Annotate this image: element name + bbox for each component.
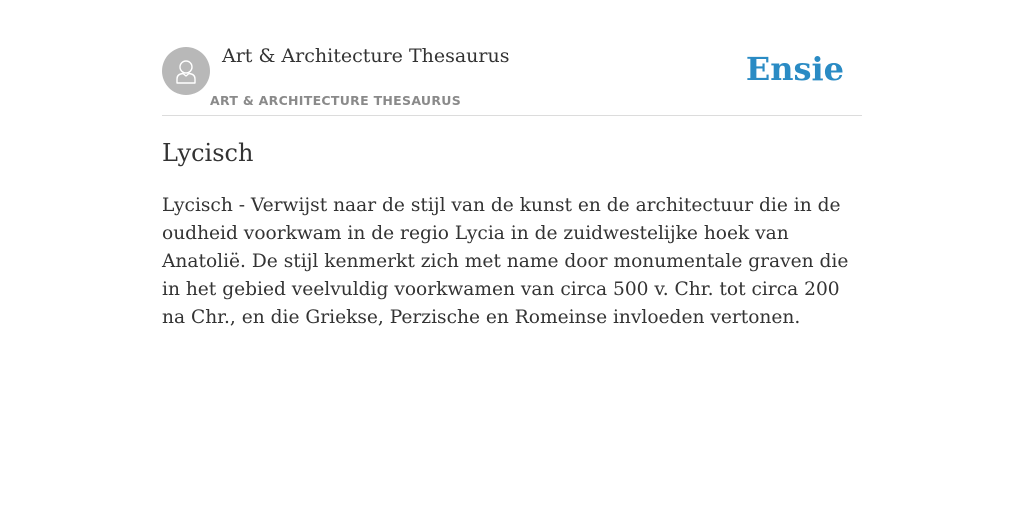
page-container	[162, 0, 862, 328]
author-name-link[interactable]: Art & Architecture Thesaurus	[222, 45, 510, 67]
user-icon	[171, 56, 201, 86]
page-header	[162, 0, 862, 116]
ensie-logo[interactable]: Ensie	[745, 50, 844, 88]
author-avatar[interactable]	[162, 47, 210, 95]
article-title: Lycisch	[162, 139, 254, 167]
source-tag[interactable]: ART & ARCHITECTURE THESAURUS	[210, 93, 462, 108]
article-body: Lycisch - Verwijst naar de stijl van de kunst en de architectuur die in de oudheid voorkwam in de regio Lycia in de zuidwestelijke hoek van Anatolië. De stijl kenmerkt zich met name door monumentale graven die in het gebied veelvuldig voorkwamen van circa 500 v. Chr. tot circa 200 na Chr., en die Griekse, Perzische en Romeinse invloeden vertonen.	[162, 195, 849, 328]
